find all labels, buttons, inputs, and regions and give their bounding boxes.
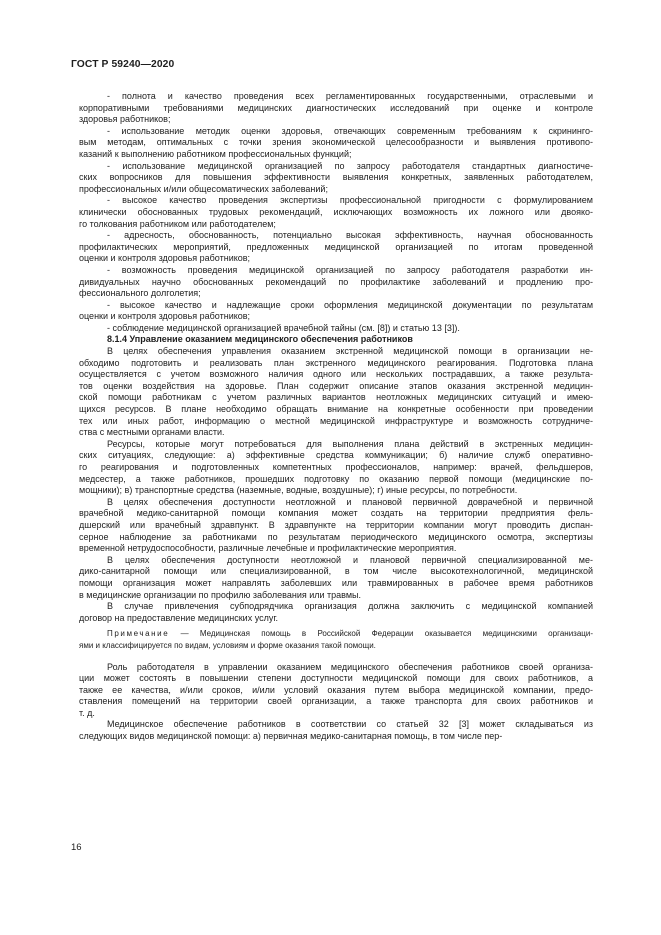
text-line: 8.1.4 Управление оказанием медицинского обеспечения работников [107,334,413,345]
note-text: — Медицинская помощь в Российской Федерации оказывается медицинскими организаци- [169,629,593,639]
paragraph [79,601,593,624]
text-line: ции может состоять в повышении степени доступности медицинской помощи для своих работников, а [79,673,593,684]
text-line: - использование методик оценки здоровья, отвечающих современным требованиям к скрининго- [107,125,593,136]
text-line: клинически обоснованных трудовых рекомендаций, исключающих возможность их ложного или двояко- [79,206,593,217]
text-line: дико-санитарной помощи или специализированной, в том числе высокотехнологичной, медицинской [79,566,593,577]
section-heading [79,334,593,346]
text-line: помощи организация может направлять заболевших или травмированных в рабочее время работников [79,577,593,588]
paragraph [79,91,593,126]
text-line: Роль работодателя в управлении оказанием медицинского обеспечения работников своей организа- [107,661,593,672]
paragraph [79,195,593,230]
note-label: Примечание [107,629,170,639]
text-line: щихся ресурсов. В плане необходимо обращать внимание на конкретные особенности при проведении [79,404,593,415]
text-line: профессиональных и/или общесоматических заболеваний; [79,183,328,194]
text-line: здоровья работников; [79,114,171,125]
text-line: корпоративными требованиями медицинских диагностических исследований при оценке и контроле [79,102,593,113]
paragraph [79,161,593,196]
paragraph [79,555,593,601]
text-line: Медицинское обеспечение работников в соответствии со статьей 32 [3] может складываться из [107,719,593,730]
text-line: - возможность проведения медицинской организацией по запросу работодателя разработки ин- [107,264,593,275]
text-line: вым методам, оптимальных с точки зрения экономической целесообразности и выявления противопо- [79,137,593,148]
text-line: го толкования работником или работодателем; [79,218,276,229]
paragraph [79,230,593,265]
text-line: В целях обеспечения доступности неотложной и плановой первичной специализированной ме- [107,554,593,565]
text-line: также ее качества, и/или сроков, и/или условий оказания путем выбора медицинской компании, предо- [79,684,593,695]
paragraph [79,719,593,742]
text-line: - соблюдение медицинской организацией врачебной тайны (см. [8]) и статью 13 [3]). [107,322,460,333]
paragraph [79,497,593,555]
text-line: казаний к выполнению работником профессиональных функций; [79,148,352,159]
text-line: ских вопросников для повышения эффективности выявления конкретных, заявленных работодателем, [79,172,593,183]
paragraph [79,300,593,323]
text-line: договор на предоставление медицинских услуг. [79,612,279,623]
text-line: дшерский или врачебный здравпункт. В здравпункте на территории компании могут проводить диспан- [79,519,593,530]
document-header: ГОСТ Р 59240—2020 [71,59,175,70]
text-line: В целях обеспечения управления оказанием экстренной медицинской помощи в организации не- [107,346,593,357]
text-line: В случае привлечения субподрядчика организация должна заключить с медицинской компанией [107,601,593,612]
text-line: осуществляется с учетом возможного наличия одного или нескольких пострадавших, а также результа- [79,369,593,380]
text-line: го реагирования и подготовленных компетентных профессионалов, например: врачей, фельдшеров, [79,462,593,472]
text-line: ских ситуациях, следующие: а) эффективные средства коммуникации; б) наличие служб оперативно- [79,450,593,461]
page-number: 16 [71,842,82,853]
text-line: серное наблюдение за работниками по результатам периодического медицинского осмотра, экспертизы [79,531,593,542]
paragraph [79,323,593,335]
text-line: профилактических мероприятий, предложенных медицинской организацией по итогам проведенной [79,241,593,252]
text-line: следующих видов медицинской помощи: а) первичная медико-санитарная помощь, в том числе пер- [79,731,503,742]
text-line: - полнота и качество проведения всех регламентированных государственными, отраслевыми и [107,91,593,101]
document-body [79,91,593,743]
paragraph [79,662,593,720]
text-line: - использование медицинской организацией по запросу работодателя стандартных диагностиче- [107,160,593,171]
text-line: тов оценки воздействия на здоровье. План содержит описание этапов оказания экстренной медицин- [79,380,593,391]
text-line: медсестер, а также работников, прошедших подготовку по оказанию первой помощи (медицинские по- [79,473,593,484]
text-line: ской помощи работникам с учетом различных вариантов неотложных медицинских ситуаций и имею- [79,392,593,403]
text-line: ставления помещений на территории своей организации, а также транспорта для своих работников и [79,696,593,707]
text-line: временной нетрудоспособности, различные лечебные и профилактические мероприятия. [79,543,457,554]
text-line [79,628,593,640]
text-line: Ресурсы, которые могут потребоваться для выполнения плана действий в экстренных медицин- [107,438,593,449]
text-line: тех или иных работ, информацию о местной медицинской инфраструктуре и возможность сотрудниче- [79,415,593,426]
text-line: в медицинские организации по профилю заболевания или травмы. [79,589,362,600]
text-line: т. д. [79,707,95,718]
paragraph [79,439,593,497]
paragraph [79,126,593,161]
paragraph [79,346,593,439]
text-line: оценки и контроля здоровья работников; [79,253,251,264]
text-line: дивидуальных научно обоснованных рекомендаций по профилактике заболеваний и продлению про- [79,276,593,287]
text-line: врачебной медико-санитарной помощи компания может создать на территории предприятия фель- [79,508,593,519]
text-line: - высокое качество и надлежащие сроки оформления медицинской документации по результатам [107,299,593,310]
text-line: оценки и контроля здоровья работников; [79,311,251,322]
text-line: В целях обеспечения доступности неотложной и плановой первичной доврачебной и первичной [107,496,593,507]
text-line: ства с местными органами власти. [79,427,225,438]
text-line: мощники); в) транспортные средства (наземные, водные, воздушные); г) иные ресурсы, по потребности. [79,485,518,496]
note-block [79,628,593,651]
text-line: ями и классифицируется по видам, условиям и форме оказания такой помощи. [79,640,376,650]
text-line: фессионального долголетия; [79,288,201,299]
text-line: - высокое качество проведения экспертизы профессиональной пригодности с формулированием [107,195,593,206]
text-line: - адресность, обоснованность, потенциально высокая эффективность, научная обоснованность [107,230,593,241]
paragraph [79,265,593,300]
text-line: обходимо подготовить и реализовать план экстренного медицинского реагирования. Подготовка плана [79,357,593,368]
